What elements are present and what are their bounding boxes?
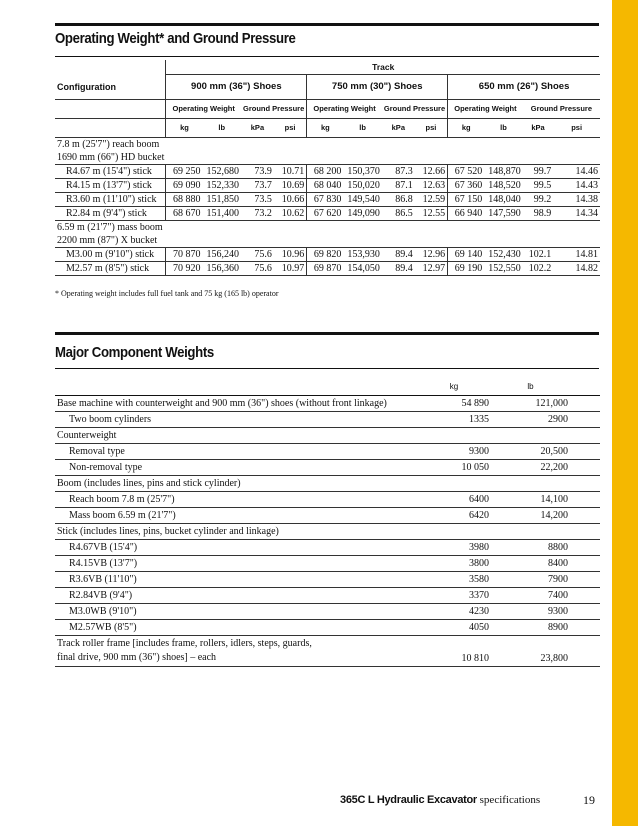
table-cell: 14.38 [553,193,600,207]
component-lb: 2900 [491,412,570,428]
group-header: 1690 mm (66") HD bucket [55,151,600,165]
row-label: R4.15 m (13'7") stick [55,179,166,193]
component-lb: 22,200 [491,460,570,476]
component-weights-table [55,379,600,667]
table-cell: 73.5 [241,193,274,207]
component-label: R3.6VB (11'10") [55,572,417,588]
component-label: M2.57WB (8'5") [55,620,417,636]
unit-psi: psi [553,119,600,138]
unit-kpa: kPa [241,119,274,138]
table-cell: 68 880 [166,193,203,207]
table-cell: 148,870 [484,165,523,179]
table-cell: 12.55 [415,207,448,221]
component-kg: 1335 [417,412,491,428]
unit-lb: lb [343,119,382,138]
table-cell: 73.9 [241,165,274,179]
component-kg [417,524,491,540]
component-row [55,428,600,444]
table-cell: 154,050 [343,262,382,276]
unit-kg: kg [448,119,485,138]
component-label: Non-removal type [55,460,417,476]
table-cell: 152,680 [203,165,242,179]
table-cell: 148,040 [484,193,523,207]
component-lb: 8400 [491,556,570,572]
component-label: Two boom cylinders [55,412,417,428]
component-kg: 6400 [417,492,491,508]
component-label: Base machine with counterweight and 900 mm (36") shoes (without front linkage) [55,396,417,412]
component-row [55,412,600,428]
track-frame-kg: 10 810 [417,636,491,667]
component-label: R2.84VB (9'4") [55,588,417,604]
operating-weight-body [55,138,600,276]
group-header: 7.8 m (25'7") reach boom [57,138,160,150]
component-row [55,396,600,412]
op-weight-header: Operating Weight [448,100,523,119]
component-lb: 7400 [491,588,570,604]
unit-lb: lb [203,119,242,138]
shoe-header-650: 650 mm (26") Shoes [448,75,600,100]
table-cell: 68 670 [166,207,203,221]
component-row [55,556,600,572]
table-cell: 69 870 [307,262,344,276]
table-cell: 99.7 [523,165,554,179]
component-label: Boom (includes lines, pins and stick cylinder) [55,476,417,492]
component-lb: 121,000 [491,396,570,412]
track-frame-label [55,636,417,667]
table-cell: 67 360 [448,179,485,193]
table-row [55,193,600,207]
table-cell: 152,330 [203,179,242,193]
footer-suffix: specifications [476,794,541,806]
table-cell: 68 200 [307,165,344,179]
component-kg: 9300 [417,444,491,460]
table-cell: 67 830 [307,193,344,207]
table-cell: 10.97 [274,262,307,276]
section2-title: Major Component Weights [55,344,214,361]
section1-title-rule [55,56,599,57]
footnote: * Operating weight includes full fuel tank and 75 kg (165 lb) operator [55,289,279,298]
footer-model: 365C L Hydraulic Excavator [340,794,477,806]
section1-top-rule [55,23,599,26]
table-cell: 69 090 [166,179,203,193]
section1-title: Operating Weight* and Ground Pressure [55,30,296,47]
table-cell: 10.96 [274,248,307,262]
component-label: Counterweight [55,428,417,444]
table-cell: 87.1 [382,179,415,193]
track-frame-line2: final drive, 900 mm (36") shoes] – each [57,652,217,663]
section2-title-rule [55,368,599,369]
table-cell: 69 140 [448,248,485,262]
component-lb: 14,200 [491,508,570,524]
component-kg: 4230 [417,604,491,620]
table-cell: 87.3 [382,165,415,179]
section2-top-rule [55,332,599,335]
table-cell: 150,020 [343,179,382,193]
table-row [55,165,600,179]
table-cell: 89.4 [382,248,415,262]
footer-title [340,794,540,806]
unit-kg: kg [166,119,203,138]
table-cell: 152,430 [484,248,523,262]
component-row [55,572,600,588]
table-cell: 69 820 [307,248,344,262]
group-header-row [55,221,600,235]
table-cell: 75.6 [241,262,274,276]
table-cell: 12.66 [415,165,448,179]
table-row [55,179,600,193]
component-row [55,620,600,636]
op-weight-header: Operating Weight [307,100,382,119]
component-lb: 9300 [491,604,570,620]
table-cell: 70 870 [166,248,203,262]
table-cell: 12.59 [415,193,448,207]
component-lb: 8800 [491,540,570,556]
component-kg: 3980 [417,540,491,556]
unit-psi: psi [274,119,307,138]
table-cell: 149,540 [343,193,382,207]
table-cell: 10.71 [274,165,307,179]
component-kg: 3800 [417,556,491,572]
track-header: Track [166,60,600,75]
row-label: M3.00 m (9'10") stick [55,248,166,262]
component-kg [417,428,491,444]
component-kg: 10 050 [417,460,491,476]
unit-kg: kg [307,119,344,138]
table-row [55,248,600,262]
component-lb: 14,100 [491,492,570,508]
table-cell: 153,930 [343,248,382,262]
component-lb: 20,500 [491,444,570,460]
table-cell: 152,550 [484,262,523,276]
group-header: 2200 mm (87") X bucket [55,234,600,248]
table-cell: 14.46 [553,165,600,179]
component-kg: 54 890 [417,396,491,412]
group-header: 6.59 m (21'7") mass boom [57,221,163,233]
table-cell: 73.7 [241,179,274,193]
component-row [55,508,600,524]
operating-weight-table [55,60,600,276]
component-lb: 8900 [491,620,570,636]
unit-kpa: kPa [382,119,415,138]
table-cell: 14.34 [553,207,600,221]
table-cell: 67 150 [448,193,485,207]
shoe-header-750: 750 mm (30") Shoes [307,75,448,100]
row-label: R2.84 m (9'4") stick [55,207,166,221]
table-cell: 12.97 [415,262,448,276]
table-cell: 98.9 [523,207,554,221]
component-lb: 7900 [491,572,570,588]
table-cell: 10.69 [274,179,307,193]
table-cell: 148,520 [484,179,523,193]
row-label: R4.67 m (15'4") stick [55,165,166,179]
component-row [55,460,600,476]
kg-header: kg [417,379,491,396]
unit-psi: psi [415,119,448,138]
track-frame-line1: Track roller frame [includes frame, rollers, idlers, steps, guards, [57,638,312,649]
component-label: R4.67VB (15'4") [55,540,417,556]
shoe-header-900: 900 mm (36") Shoes [166,75,307,100]
table-cell: 14.81 [553,248,600,262]
yellow-side-bar [612,0,638,826]
group-header-row [55,151,600,165]
table-cell: 86.8 [382,193,415,207]
unit-lb: lb [484,119,523,138]
table-cell: 151,850 [203,193,242,207]
table-cell: 89.4 [382,262,415,276]
table-cell: 12.96 [415,248,448,262]
table-cell: 102.2 [523,262,554,276]
table-cell: 99.2 [523,193,554,207]
page-number: 19 [583,793,595,807]
ground-pressure-header: Ground Pressure [382,100,448,119]
table-cell: 67 620 [307,207,344,221]
component-label: Stick (includes lines, pins, bucket cylinder and linkage) [55,524,417,540]
component-kg: 4050 [417,620,491,636]
component-label: Reach boom 7.8 m (25'7") [55,492,417,508]
configuration-header: Configuration [57,81,116,92]
table-cell: 67 520 [448,165,485,179]
table-cell: 151,400 [203,207,242,221]
unit-kpa: kPa [523,119,554,138]
component-row [55,604,600,620]
table-cell: 69 250 [166,165,203,179]
table-cell: 86.5 [382,207,415,221]
table-cell: 12.63 [415,179,448,193]
component-row [55,492,600,508]
table-cell: 156,360 [203,262,242,276]
table-row [55,262,600,276]
group-header-row [55,138,600,152]
track-frame-lb: 23,800 [491,636,570,667]
group-header-row [55,234,600,248]
table-cell: 156,240 [203,248,242,262]
ground-pressure-header: Ground Pressure [523,100,600,119]
table-cell: 10.66 [274,193,307,207]
table-cell: 75.6 [241,248,274,262]
component-kg: 3580 [417,572,491,588]
table-cell: 147,590 [484,207,523,221]
table-cell: 73.2 [241,207,274,221]
table-cell: 10.62 [274,207,307,221]
table-cell: 149,090 [343,207,382,221]
component-lb [491,524,570,540]
lb-header: lb [491,379,570,396]
component-row [55,540,600,556]
table-cell: 99.5 [523,179,554,193]
op-weight-header: Operating Weight [166,100,241,119]
row-label: R3.60 m (11'10") stick [55,193,166,207]
component-kg: 3370 [417,588,491,604]
table-cell: 14.43 [553,179,600,193]
component-label: Removal type [55,444,417,460]
table-cell: 102.1 [523,248,554,262]
component-kg [417,476,491,492]
table-cell: 69 190 [448,262,485,276]
table-cell: 70 920 [166,262,203,276]
table-cell: 14.82 [553,262,600,276]
component-row [55,444,600,460]
component-lb [491,476,570,492]
component-label: M3.0WB (9'10") [55,604,417,620]
row-label: M2.57 m (8'5") stick [55,262,166,276]
ground-pressure-header: Ground Pressure [241,100,307,119]
component-label: Mass boom 6.59 m (21'7") [55,508,417,524]
component-row [55,476,600,492]
component-lb [491,428,570,444]
table-cell: 150,370 [343,165,382,179]
component-weights-body [55,396,600,636]
component-kg: 6420 [417,508,491,524]
table-row [55,207,600,221]
table-cell: 66 940 [448,207,485,221]
component-row [55,588,600,604]
component-row [55,524,600,540]
table-cell: 68 040 [307,179,344,193]
component-label: R4.15VB (13'7") [55,556,417,572]
